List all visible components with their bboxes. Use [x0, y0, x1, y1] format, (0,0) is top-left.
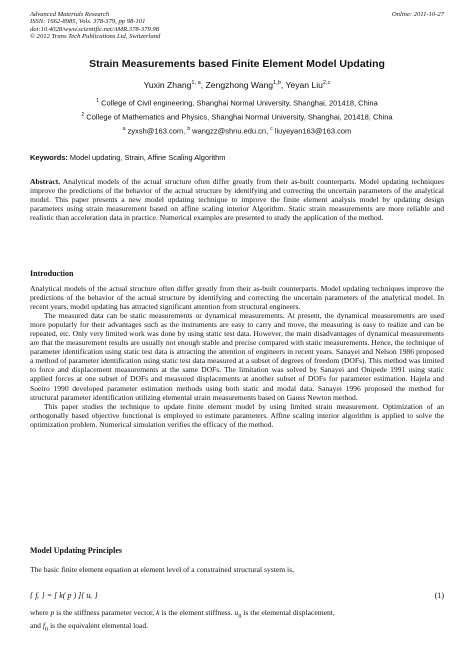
author-list: [0, 80, 474, 90]
keywords-label: Keywords:: [30, 153, 68, 162]
email-mark: c: [270, 126, 273, 132]
abstract-block: [30, 177, 444, 222]
symbol-f: f: [42, 620, 45, 630]
keywords-line: [30, 153, 444, 162]
equation-explanation: [30, 608, 444, 633]
email-mark: b: [187, 126, 191, 132]
explanation-text: is the stiffness parameter vector,: [54, 608, 157, 617]
explanation-text: where: [30, 608, 51, 617]
journal-header: [30, 11, 444, 41]
section-paragraph: The basic finite element equation at element level of a constrained structural system is,: [30, 565, 295, 574]
author-name: Yeyan Liu: [285, 80, 323, 90]
explanation-text: is the equivalent elemental load.: [48, 620, 149, 630]
symbol-p: p: [50, 608, 55, 617]
introduction-paragraph: The measured data can be static measurements or dynamical measurements. At present, the dynamical measurements are used more popularly for their advantages such as the instruments are easy to carry and move, the measuring is easy to realize and can be repeated, etc. Only very limited work was done by using static test data. However, the main disadvantages of dynamical measurements are that the measurement results are usually not enough stable and precise compared with static measurements. Hence, the technique of parameter identification using static test data is attracting the attention of engineers in recent years. Sanayei and Nelson 1986 proposed a method of parameter identification using static test data measured at a subset of degrees of freedom (DOFs). This method was limited to force and displacement measurements at the same DOFs. The limitation was solved by Sanayei and Onipede 1991 using static applied forces at one subset of DOFs and measured displacements at another subset of DOFs for parameter estimation. Hajela and Soeiro 1990 developed parameter estimation methods using both static and modal data. Sanayei 1996 proposed the method for structural parameter identification utilizing elemental strain measurements based on Gauss Newton method.: [30, 311, 444, 402]
keywords-text: Model updating, Strain, Affine Scaling Algorithm: [67, 153, 226, 162]
explanation-text: and: [30, 620, 43, 630]
doi-line: doi:10.4028/www.scientific.net/AMR.378-379.98: [30, 25, 159, 33]
affiliation-mark: 1: [96, 98, 99, 104]
email-mark: a: [122, 126, 126, 132]
copyright-line: © 2012 Trans Tech Publications Ltd, Switzerland: [30, 33, 161, 41]
issn-line: ISSN: 1662-8985, Vols. 378-379, pp 98-101: [30, 18, 146, 26]
symbol-subscript: n: [238, 612, 242, 620]
affiliation-1: [0, 98, 474, 108]
equation-1: [30, 591, 444, 605]
explanation-text: is the element stiffness.: [159, 608, 235, 617]
introduction-paragraph: Analytical models of the actual structure often differ greatly from their as-built counterparts. Model updating techniques improve the predictions of the behavior of the actual structure by identifying and correcting the uncertain parameters of the analytical model. In recent years, model updating has attracted significant attention from structural engineers.: [30, 284, 444, 312]
equation-formula: { fₑ } = [ k( p ) ]{ uₑ }: [30, 591, 98, 600]
affiliation-2: [0, 112, 474, 122]
introduction-paragraph: This paper studies the technique to update finite element model by using limited strain measurement. Optimization of an orthogonally based objective functional is employed to estimate parameters. Affine scaling interior algorithm is applied to solve the optimization problem. Numerical simulation verifies the efficacy of the method.: [30, 401, 444, 429]
abstract-label: Abstract.: [30, 177, 61, 186]
introduction-heading: Introduction: [30, 269, 74, 278]
author-separator: ,: [200, 80, 206, 90]
explanation-text: is the elemental displacement,: [241, 608, 335, 617]
symbol-subscript: n: [45, 625, 49, 633]
paper-title: Strain Measurements based Finite Element Model Updating: [89, 58, 385, 70]
online-date: Online: 2011-10-27: [391, 11, 444, 18]
abstract-text: Analytical models of the actual structure often differ greatly from their as-built counterparts. Model updating techniques improve the predictions of the behavior of the actual structure by identifying and correcting the uncertain parameters of the analytical model. This paper presents a new model updating technique to improve the finite element analysis model by updating design parameters using strain measurement based on affine scaling interior Algorithm. Static strain measurements are more reliable and realistic than acceleration data in practice. Numerical examples are presented to study the application of the method.: [30, 177, 444, 223]
author-name: Zengzhong Wang: [205, 80, 274, 90]
author-affiliation-mark: 2,c: [322, 80, 331, 87]
symbol-k: k: [156, 608, 160, 617]
affiliation-text: College of Civil engineering, Shanghai Normal University, Shanghai, 201418, China: [99, 98, 378, 108]
equation-number: (1): [434, 591, 444, 600]
journal-name: Advanced Materials Research: [30, 11, 110, 18]
symbol-u: u: [234, 608, 239, 617]
author-separator: ,: [280, 80, 286, 90]
author-name: Yuxin Zhang: [143, 80, 192, 90]
email-address: wangzz@shnu.edu.cn,: [190, 126, 271, 136]
email-address: liuyeyan163@163.com: [272, 126, 352, 136]
email-line: [0, 126, 474, 136]
affiliation-mark: 2: [81, 112, 85, 118]
affiliation-text: College of Mathematics and Physics, Shanghai Normal University, Shanghai, 201418, China: [84, 112, 393, 122]
email-address: zyxsh@163.com,: [125, 126, 188, 136]
author-affiliation-mark: 1, a: [191, 80, 201, 87]
section-heading: Model Updating Principles: [30, 546, 123, 555]
introduction-body: [30, 284, 444, 429]
author-affiliation-mark: 1,b: [273, 80, 281, 87]
